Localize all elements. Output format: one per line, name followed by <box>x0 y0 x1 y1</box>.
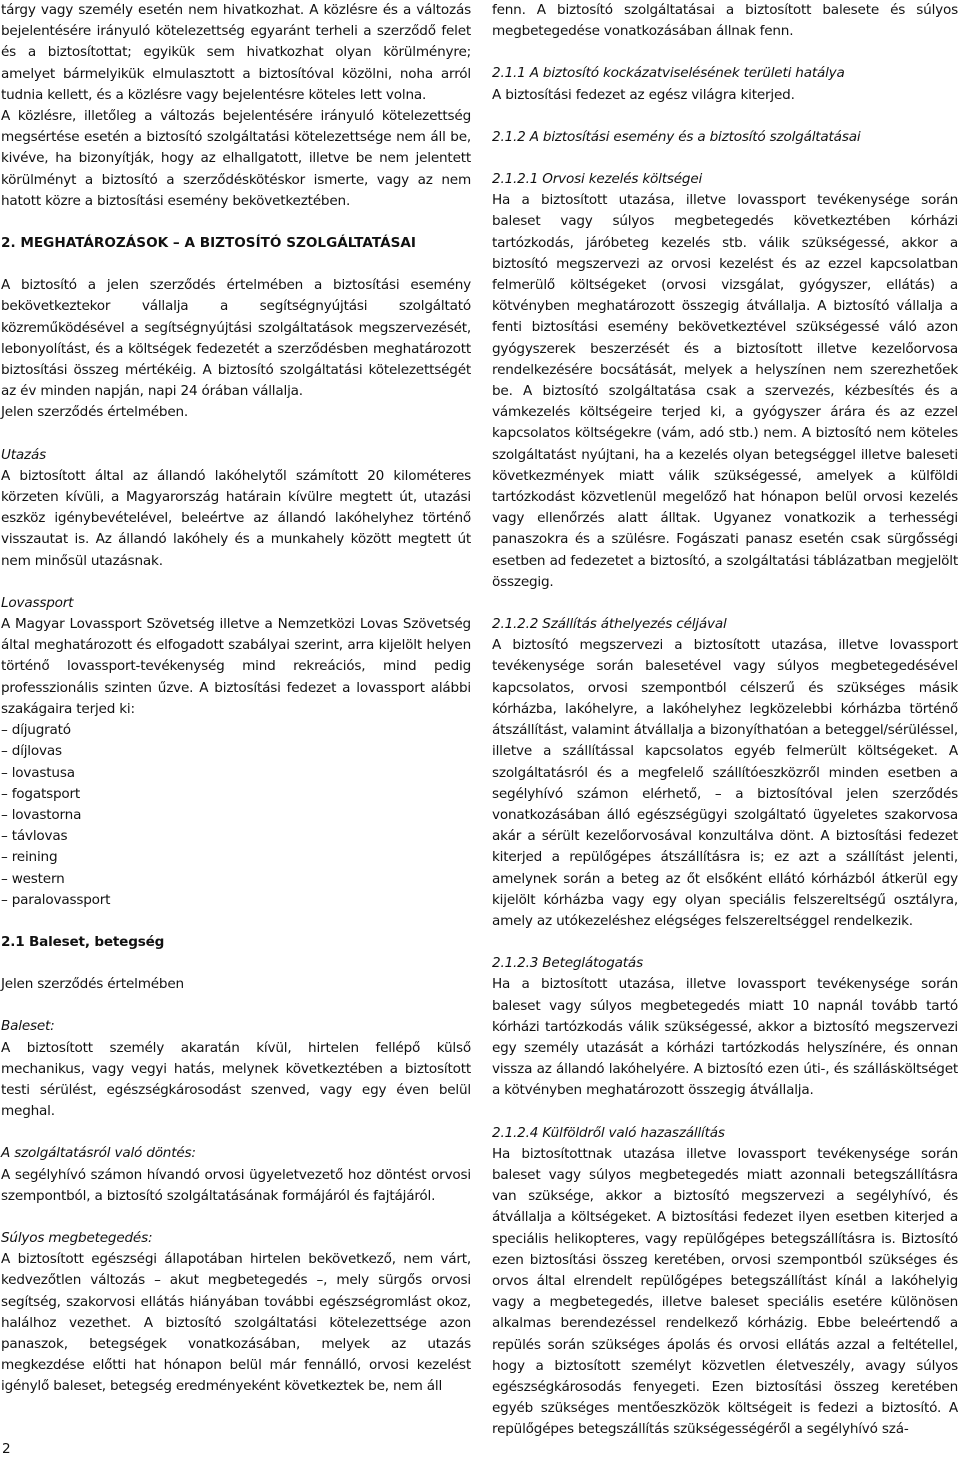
subsection-text-2-1-2-3: Ha a biztosított utazása, illetve lovassport tevékenysége során baleset vagy súlyos megbetegedés miatt 10 napnál tovább tartó kórházi tartózkodás válik szükségessé, akkor a biztosító megszervezi egy személy utazását a kórházi tartózkodás helyszínére, és onnan vissza az állandó lakóhelyére. A biztosító ezen úti-, és szállásköltséget a kötvényben meghatározott összegig átvállalja. <box>492 976 958 1099</box>
subsection-title-2-1-2: 2.1.2 A biztosítási esemény és a biztosító szolgáltatásai <box>492 128 861 145</box>
list-item: – paralovassport <box>1 890 471 911</box>
subsection-title-2-1-2-2: 2.1.2.2 Szállítás áthelyezés céljával <box>492 616 727 633</box>
paragraph-breach-consequence: A közlésre, illetőleg a változás bejelentésére irányuló kötelezettség megsértése esetén a biztosító szolgáltatási kötelezettsége nem áll be, kivéve, ha bizonyítják, hogy az elhallgatott, illetve be nem jelentett körülményt a biztosító a szerződéskötéskor ismerte, vagy az nem hatott közre a biztosítási esemény bekövetkeztében. <box>1 108 471 209</box>
term-definition-serious-illness: A biztosított egészségi állapotában hirtelen bekövetkező, nem várt, kedvezőtlen változás – akut megbetegedés –, mely sürgős orvosi segítség, szakorvosi ellátás hiányában további egészségromlást okoz, halálhoz vezethet. A biztosító szolgáltatási kötelezettsége azon panaszok, betegségek vonatkozásában, melyek az utazás megkezdése előtti hat hónapon belül már fennálló, orvosi kezelést igénylő baleset, betegség eredményeként következtek be, nem áll <box>1 1251 471 1395</box>
paragraph-notification-duty: tárgy vagy személy esetén nem hivatkozhat. A közlésre és a változás bejelentésére irányuló kötelezettség egyaránt terheli a szerződő felet és a biztosítottat; egyikük sem hivatkozhat olyan körülményre; amelyet bármelyikük elmulasztott a biztosítóval közölni, noha arról tudnia kellett, és a közlésre vagy bejelentésre köteles lett volna. <box>1 2 471 103</box>
term-definition-accident: A biztosított személy akaratán kívül, hirtelen fellépő külső mechanikus, vagy vegyi hatás, melynek következtében a biztosított testi sérülést, egészségkárosodást szenved, vagy egy éven belül meghal. <box>1 1039 471 1120</box>
discipline-list <box>1 720 471 911</box>
term-definition-service-decision: A segélyhívó számon hívandó orvosi ügyeletvezető hoz döntést orvosi szempontból, a biztosító szolgáltatásának formájáról és fajtájáról. <box>1 1166 471 1204</box>
paragraph-current-contract: Jelen szerződés értelmében. <box>1 404 189 421</box>
section-heading-accident-illness: 2.1 Baleset, betegség <box>1 933 165 950</box>
paragraph-continuation: fenn. A biztosító szolgáltatásai a biztosított balesete és súlyos megbetegedése vonatkozásában állnak fenn. <box>492 2 958 40</box>
term-definition-equestrian: A Magyar Lovassport Szövetség illetve a Nemzetközi Lovas Szövetség által meghatározott és elfogadott szabályai szerint, arra kijelölt helyen történő lovassport-tevékenység mind rekreációs, mind pedig professzionális szinten űzve. A biztosítási fedezet a lovassport alábbi szakágaira terjed ki: <box>1 616 471 717</box>
section-heading-definitions: 2. MEGHATÁROZÁSOK – A BIZTOSÍTÓ SZOLGÁLTATÁSAI <box>1 235 416 252</box>
term-title-serious-illness: Súlyos megbetegedés: <box>1 1229 153 1246</box>
term-title-travel: Utazás <box>1 446 46 463</box>
subsection-title-2-1-2-1: 2.1.2.1 Orvosi kezelés költségei <box>492 171 703 188</box>
list-item: – fogatsport <box>1 784 471 805</box>
subsection-title-2-1-2-3: 2.1.2.3 Beteglátogatás <box>492 955 643 972</box>
list-item: – lovastorna <box>1 805 471 826</box>
page-number: 2 <box>2 1441 11 1457</box>
subsection-text-2-1-1: A biztosítási fedezet az egész világra kiterjed. <box>492 86 795 103</box>
term-title-equestrian: Lovassport <box>1 594 74 611</box>
list-item: – díjugrató <box>1 720 471 741</box>
list-item: – reining <box>1 847 471 868</box>
paragraph-insurer-obligations: A biztosító a jelen szerződés értelmében a biztosítási esemény bekövetkeztekor vállalja a segítségnyújtási szolgáltató közreműködésével a segítségnyújtási szolgáltatások megszervezését, lebonyolítást, és a költségek fedezetét a szerződésben meghatározott biztosítási összeg mértékéig. A biztosító szolgáltatási kötelezettségét az év minden napján, napi 24 órában vállalja. <box>1 277 471 400</box>
subsection-text-2-1-2-4: Ha biztosítottnak utazása illetve lovassport tevékenysége során baleset vagy súlyos megbetegedés miatt azonnali betegszállításra van szüksége, akkor a biztosító megszervezi a segélyhívó, és átvállalja a költségeket. A biztosítási fedezet ilyen esetben kiterjed a speciális helikopteres, vagy repülőgépes betegszállításra is. Biztosító ezen biztosítási összeg keretében, orvosi szempontból szükséges és orvos által elrendelt repülőgépes betegszállítást kínál a lakóhelyig vagy a megbetegedés, illetve baleset speciális esetére különösen alkalmas berendezéssel rendelkező kórházig. Ebbe beleértendő a repülés során szükséges ápolás és orvosi ellátás azzal a feltétellel, hogy a biztosított személyt közvetlen életveszély, avagy súlyos egészségkárosodás fenyegeti. Ezen biztosítási összeg keretében egyéb szükséges mentőeszközök költségeit is fedezi a biztosító. A repülőgépes betegszállítás szükségességéről a segélyhívó szá- <box>492 1145 958 1438</box>
list-item: – western <box>1 869 471 890</box>
right-column <box>492 0 958 1441</box>
subsection-text-2-1-2-1: Ha a biztosított utazása, illetve lovassport tevékenysége során baleset vagy súlyos megbetegedés következtében kórházi tartózkodás, járóbeteg kezelés stb. válik szükségessé, akkor a biztosító megszervezi az orvosi kezelést és az ezzel kapcsolatban felmerülő költségeket (orvosi vizsgálat, gyógyszer, ellátás) a kötvényben meghatározott összegig átvállalja. A biztosító vállalja a fenti biztosítási esemény bekövetkeztével szükségessé váló azon gyógyszerek beszerzését és a biztosított illetve kezelőorvosa rendelkezésére bocsátását, melyek a helyszínen nem szerezhetőek be. A biztosító szolgáltatása csak a szervezés, kézbesítés és a vámkezelés költségeire terjed ki, a gyógyszer árára és az ezzel kapcsolatos költségekre (vám, adó stb.) nem. A biztosító nem köteles szolgáltatást nyújtani, ha a kezelés olyan betegséggel illetve baleseti következmények miatt válik szükségessé, amelyek a külföldi tartózkodást közvetlenül megelőző hat hónapon belül orvosi kezelés vagy ellenőrzés alatt álltak. Ugyanez vonatkozik a terhességi panaszokra és a szülésre. Fogászati panasz esetén csak sürgősségi esetben ad fedezetet a biztosító, a szolgáltatási táblázatban megjelölt összegig. <box>492 192 958 590</box>
list-item: – lovastusa <box>1 763 471 784</box>
subsection-title-2-1-2-4: 2.1.2.4 Külföldről való hazaszállítás <box>492 1124 725 1141</box>
list-item: – távlovas <box>1 826 471 847</box>
term-title-accident: Baleset: <box>1 1018 55 1035</box>
paragraph-contract-scope: Jelen szerződés értelmében <box>1 976 184 993</box>
subsection-title-2-1-1: 2.1.1 A biztosító kockázatviselésének területi hatálya <box>492 65 845 82</box>
subsection-text-2-1-2-2: A biztosító megszervezi a biztosított utazása, illetve lovassport tevékenysége során balesetével vagy súlyos megbetegedésével kapcsolatos, orvosi szempontból célszerű és szükséges másik kórházba, lakóhelyre, a lakóhelyhez legközelebbi kórházba történő átszállítást, valamint átvállalja a bizonyíthatóan a beteggel/sérüléssel, illetve a szállítással kapcsolatos egyéb felmerült költségeket. A szolgáltatásról és a megfelelő szállítóeszközről minden esetben a segélyhívó számon elérhető, – a biztosítóval jelen szerződés vonatkozásában álló egészségügyi szolgáltató ügyeletes szakorvosa akár a sérült kezelőorvosával konzultálva dönt. A biztosítási fedezet kiterjed a repülőgépes átszállításra is; ez azt a szállítást jelenti, amelynek során a beteg az őt elsőként ellátó kórházból átkerül egy kijelölt kórházba vagy egy olyan speciális felszereltségű osztályra, amely az utókezeléshez elégséges felszereltséggel rendelkezik. <box>492 637 958 929</box>
term-title-service-decision: A szolgáltatásról való döntés: <box>1 1145 196 1162</box>
left-column <box>1 0 471 1398</box>
term-definition-travel: A biztosított által az állandó lakóhelytől számított 20 kilométeres körzeten kívüli, a Magyarország határain kívülre megtett út, utazási eszköz igénybevételével, beleértve az állandó lakóhelyhez történő visszautat is. Az állandó lakóhely és a munkahely között megtett út nem minősül utazásnak. <box>1 467 471 569</box>
list-item: – díjlovas <box>1 741 471 762</box>
